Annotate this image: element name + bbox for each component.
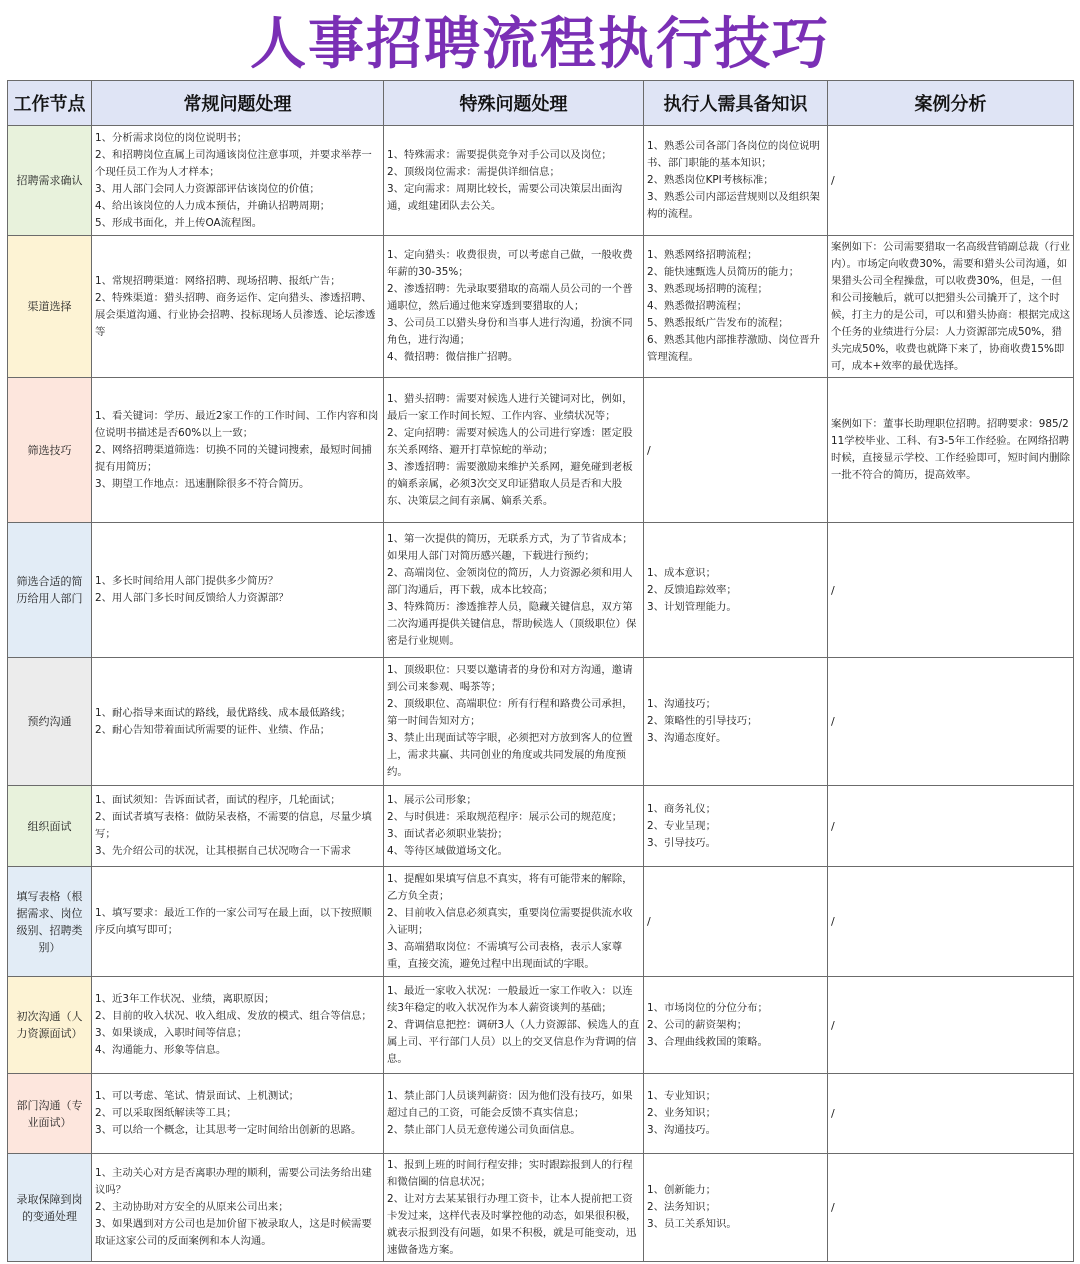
list-item: 2、反馈追踪效率； — [647, 583, 737, 596]
regular-cell — [92, 236, 384, 378]
list-item: 3、先介绍公司的状况，让其根据自己状况吻合一下需求 — [95, 845, 351, 857]
list-item: 1、看关键词：学历、最近2家工作的工作时间、工作内容和岗位说明书描述是否60%以上一致； — [95, 409, 379, 439]
list-item: 5、熟悉报纸广告发布的流程； — [647, 317, 789, 329]
list-item: 2、与时俱进：采取规范程序：展示公司的规范度； — [387, 811, 623, 823]
case-text: / — [831, 1107, 835, 1120]
special-cell — [384, 786, 644, 867]
header-regular: 常规问题处理 — [92, 81, 384, 126]
list-item: 3、期望工作地点：迅速删除很多不符合简历。 — [95, 477, 310, 490]
list-item: 1、报到上班的时间行程安排；实时跟踪报到人的行程和微信圈的信息状况； — [387, 1158, 633, 1188]
list-item: 2、法务知识； — [647, 1201, 716, 1213]
list-item: 2、禁止部门人员无意传递公司负面信息。 — [387, 1124, 581, 1136]
list-item: 1、主动关心对方是否离职办理的顺利，需要公司法务给出建议吗？ — [95, 1167, 372, 1196]
regular-cell — [92, 378, 384, 523]
list-item: 3、引导技巧。 — [647, 836, 716, 849]
list-item: 2、渗透招聘：先录取要猎取的高端人员公司的一个普通职位，然后通过他来穿透到要猎取的人； — [387, 283, 633, 312]
list-item: 3、合理曲线救国的策略。 — [647, 1035, 768, 1048]
list-item: 1、展示公司形象； — [387, 794, 477, 806]
list-item: 3、可以给一个概念，让其思考一定时间给出创新的思路。 — [95, 1124, 362, 1136]
list-item: 6、熟悉其他内部推荐激励、岗位晋升管理流程。 — [647, 334, 820, 363]
work-node-cell: 招聘需求确认 — [8, 126, 92, 236]
list-item: 2、定向招聘：需要对候选人的公司进行穿透：匿定股东关系网络、避开打草惊蛇的举动； — [387, 426, 633, 456]
list-item: 1、面试须知：告诉面试者，面试的程序，几轮面试； — [95, 794, 341, 806]
regular-cell — [92, 867, 384, 977]
case-text: 案例如下：公司需要猎取一名高级营销副总裁（行业内）。市场定向收费30%，需要和猎头公司沟通，如果猎头公司全程操盘，可以收费30%，但是，一但和公司接触后，就可以把猎头公司撬开了，这个时候，打主力的是公司，可以和猎头协商：根据完成这个任务的业绩进行分层：人力资源部完成50%，猎头完成50%，收费也就降下来了，协商收费15%即可，成本+效率的最优选择。 — [831, 240, 1070, 372]
special-cell — [384, 126, 644, 236]
knowledge-cell — [644, 867, 828, 977]
table-body — [8, 126, 1074, 1262]
list-item: 5、形成书面化，并上传OA流程图。 — [95, 216, 263, 229]
table-row — [8, 236, 1074, 378]
regular-cell — [92, 523, 384, 658]
list-item: 2、和招聘岗位直属上司沟通该岗位注意事项，并要求举荐一个现任员工作为人才样本； — [95, 148, 372, 178]
page-title: 人事招聘流程执行技巧 — [250, 12, 830, 77]
knowledge-cell — [644, 1074, 828, 1154]
list-item: 1、多长时间给用人部门提供多少简历？ — [95, 575, 279, 587]
list-item: 3、特殊简历：渗透推荐人员，隐藏关键信息，双方第二次沟通再提供关键信息，帮助候选人（顶级职位）保密是行业规则。 — [387, 600, 637, 647]
list-item: 2、可以采取图纸解读等工具； — [95, 1107, 237, 1119]
header-special: 特殊问题处理 — [384, 81, 644, 126]
table-row — [8, 658, 1074, 786]
list-item: 1、顶级职位：只要以邀请者的身份和对方沟通，邀请到公司来参观、喝茶等； — [387, 664, 633, 693]
list-item: 2、背调信息把控：调研3人（人力资源部、候选人的直属上司、平行部门人员）以上的交叉信息作为背调的信息。 — [387, 1018, 640, 1065]
work-node-cell: 预约沟通 — [8, 658, 92, 786]
list-item: 4、等待区域做道场文化。 — [387, 845, 508, 857]
table-row — [8, 523, 1074, 658]
table-row — [8, 786, 1074, 867]
case-text: / — [831, 583, 835, 597]
list-item: 2、熟悉岗位KPI考核标准； — [647, 174, 774, 186]
list-item: 1、提醒如果填写信息不真实，将有可能带来的解除，乙方负全责； — [387, 872, 633, 902]
list-item: 2、业务知识； — [647, 1107, 716, 1119]
case-text: 案例如下：董事长助理职位招聘。招聘要求：985/211学校毕业、工科、有3-5年工作经验。在网络招聘时候，直接显示学校、工作经验即可，短时间内删除一批不符合的简历，提高效率。 — [831, 418, 1070, 481]
special-cell — [384, 378, 644, 523]
knowledge-cell — [644, 977, 828, 1074]
table-row — [8, 867, 1074, 977]
regular-cell — [92, 977, 384, 1074]
regular-cell — [92, 126, 384, 236]
list-item: 1、特殊需求：需要提供竞争对手公司以及岗位； — [387, 148, 612, 161]
case-text: / — [831, 715, 835, 728]
knowledge-cell — [644, 658, 828, 786]
list-item: 2、耐心告知带着面试所需要的证件、业绩、作品； — [95, 723, 331, 736]
work-node-cell: 录取保障到岗的变通处理 — [8, 1154, 92, 1262]
special-cell — [384, 867, 644, 977]
case-text: / — [831, 1201, 835, 1214]
list-item: 2、顶级岗位需求：需提供详细信息； — [387, 165, 560, 178]
case-text: / — [831, 819, 835, 833]
list-item: 3、禁止出现面试等字眼，必须把对方放到客人的位置上，需求共赢、共同创业的角度或共同发展的角度预约。 — [387, 732, 633, 778]
work-node-cell: 渠道选择 — [8, 236, 92, 378]
case-cell — [828, 236, 1074, 378]
special-cell — [384, 1074, 644, 1154]
list-item: 4、熟悉微招聘流程； — [647, 300, 748, 312]
list-item: 3、如果谈成，入职时间等信息； — [95, 1027, 248, 1039]
special-cell — [384, 977, 644, 1074]
list-item: 2、专业呈现； — [647, 819, 716, 832]
list-item: 2、顶级职位、高端职位：所有行程和路费公司承担，第一时间告知对方； — [387, 698, 633, 727]
knowledge-cell — [644, 523, 828, 658]
list-item: 1、沟通技巧； — [647, 698, 716, 710]
case-text: / — [831, 174, 835, 187]
case-cell — [828, 378, 1074, 523]
work-node-cell: 组织面试 — [8, 786, 92, 867]
special-cell — [384, 658, 644, 786]
list-item: 2、特殊渠道：猎头招聘、商务运作、定向猎头、渗透招聘、展会渠道沟通、行业协会招聘、投标现场人员渗透、论坛渗透等 — [95, 291, 376, 338]
list-item: 1、市场岗位的分位分布； — [647, 1001, 768, 1014]
case-cell — [828, 1154, 1074, 1262]
list-item: 4、微招聘：微信推广招聘。 — [387, 351, 519, 363]
work-node-cell: 筛选技巧 — [8, 378, 92, 523]
list-item: 1、熟悉公司各部门各岗位的岗位说明书、部门职能的基本知识； — [647, 140, 820, 169]
header-node: 工作节点 — [8, 81, 92, 126]
special-cell — [384, 523, 644, 658]
work-node-cell: 填写表格（根据需求、岗位级别、招聘类别） — [8, 867, 92, 977]
list-item: 3、计划管理能力。 — [647, 600, 737, 613]
list-item: 3、熟悉现场招聘的流程； — [647, 283, 768, 295]
list-item: 1、定向猎头：收费很贵，可以考虑自己做，一般收费年薪的30-35%； — [387, 249, 633, 278]
header-knowledge: 执行人需具备知识 — [644, 81, 828, 126]
case-cell — [828, 977, 1074, 1074]
table-row — [8, 126, 1074, 236]
special-cell — [384, 1154, 644, 1262]
list-item: 3、员工关系知识。 — [647, 1218, 737, 1230]
list-item: 4、给出该岗位的人力成本预估，并确认招聘周期； — [95, 199, 331, 212]
list-item: 1、近3年工作状况、业绩，离职原因； — [95, 993, 275, 1005]
regular-cell — [92, 786, 384, 867]
table-row — [8, 378, 1074, 523]
knowledge-cell — [644, 378, 828, 523]
list-item: 2、网络招聘渠道筛选：切换不同的关键词搜索，最短时间捕捉有用简历； — [95, 443, 372, 473]
list-item: 1、耐心指导来面试的路线，最优路线、成本最低路线； — [95, 706, 351, 719]
work-node-cell: 筛选合适的简历给用人部门 — [8, 523, 92, 658]
work-node-cell: 部门沟通（专业面试） — [8, 1074, 92, 1154]
list-item: 3、用人部门会同人力资源部评估该岗位的价值； — [95, 182, 320, 195]
list-item: 2、目前收入信息必须真实，重要岗位需要提供流水收入证明； — [387, 906, 633, 936]
list-item: 2、让对方去某某银行办理工资卡，让本人提前把工资卡发过来，这样代表及时掌控他的动态，如果很积极，就表示报到没有问题，如果不积极，就是可能变动，迅速做备选方案。 — [387, 1192, 637, 1256]
list-item: 3、面试者必须职业装扮； — [387, 828, 508, 840]
list-item: 1、分析需求岗位的岗位说明书； — [95, 131, 248, 144]
list-item: 3、沟通态度好。 — [647, 732, 727, 744]
list-item: 1、专业知识； — [647, 1090, 716, 1102]
case-cell — [828, 523, 1074, 658]
case-cell — [828, 786, 1074, 867]
table-row — [8, 977, 1074, 1074]
list-item: 1、熟悉网络招聘流程； — [647, 249, 758, 261]
list-item: 2、公司的薪资架构； — [647, 1018, 748, 1031]
list-item: 1、创新能力； — [647, 1184, 716, 1196]
case-cell — [828, 658, 1074, 786]
list-item: 2、目前的收入状况、收入组成、发放的模式、组合等信息； — [95, 1010, 372, 1022]
list-item: 1、成本意识； — [647, 566, 716, 579]
list-item: 3、公司员工以猎头身份和当事人进行沟通，扮演不同角色，进行沟通； — [387, 317, 633, 346]
list-item: 2、面试者填写表格：做防呆表格，不需要的信息，尽量少填写； — [95, 811, 372, 840]
list-item: 1、商务礼仪； — [647, 802, 716, 815]
case-text: / — [831, 915, 835, 928]
work-node-cell: 初次沟通（人力资源面试） — [8, 977, 92, 1074]
list-item: 2、高端岗位、金领岗位的简历，人力资源必须和用人部门沟通后，再下载，成本比较高； — [387, 566, 633, 596]
list-item: / — [647, 443, 651, 457]
regular-cell — [92, 1154, 384, 1262]
list-item: 3、定向需求：周期比较长，需要公司决策层出面沟通，或组建团队去公关。 — [387, 182, 623, 212]
knowledge-cell — [644, 126, 828, 236]
list-item: 3、渗透招聘：需要激励来维护关系网，避免碰到老板的嫡系亲属，必须3次交叉印证猎取人员是否和大股东、决策层之间有亲属、嫡系关系。 — [387, 460, 633, 507]
case-cell — [828, 867, 1074, 977]
list-item: 3、熟悉公司内部运营规则以及组织架构的流程。 — [647, 191, 820, 220]
list-item: 2、主动协助对方安全的从原来公司出来； — [95, 1201, 289, 1213]
list-item: 1、可以考虑、笔试、情景面试、上机测试； — [95, 1090, 300, 1102]
knowledge-cell — [644, 236, 828, 378]
recruitment-table — [7, 80, 1074, 1262]
list-item: 1、禁止部门人员谈判薪资：因为他们没有技巧，如果超过自己的工资，可能会反馈不真实信息； — [387, 1090, 633, 1119]
regular-cell — [92, 658, 384, 786]
list-item: 1、最近一家收入状况：一般最近一家工作收入：以连续3年稳定的收入状况作为本人薪资谈判的基础； — [387, 984, 633, 1014]
case-text: / — [831, 1018, 835, 1032]
list-item: 2、能快速甄选人员简历的能力； — [647, 266, 800, 278]
knowledge-cell — [644, 786, 828, 867]
table-row — [8, 1154, 1074, 1262]
list-item: 1、猎头招聘：需要对候选人进行关键词对比，例如，最后一家工作时间长短、工作内容、业绩状况等； — [387, 392, 633, 422]
list-item: 1、填写要求：最近工作的一家公司写在最上面，以下按照顺序反向填写即可； — [95, 906, 372, 936]
list-item: 1、常规招聘渠道：网络招聘、现场招聘、报纸广告； — [95, 274, 341, 287]
header-case: 案例分析 — [828, 81, 1074, 126]
knowledge-cell — [644, 1154, 828, 1262]
table-row — [8, 1074, 1074, 1154]
special-cell — [384, 236, 644, 378]
list-item: 1、第一次提供的简历，无联系方式，为了节省成本；如果用人部门对简历感兴趣，下载进行预约； — [387, 532, 633, 562]
table-header-row — [8, 81, 1074, 126]
regular-cell — [92, 1074, 384, 1154]
list-item: 3、高端猎取岗位：不需填写公司表格，表示人家尊重，直接交流，避免过程中出现面试的字眼。 — [387, 940, 623, 970]
list-item: 3、沟通技巧。 — [647, 1124, 716, 1136]
list-item: 2、策略性的引导技巧； — [647, 715, 758, 727]
case-cell — [828, 1074, 1074, 1154]
list-item: / — [647, 915, 651, 928]
list-item: 2、用人部门多长时间反馈给人力资源部？ — [95, 592, 289, 604]
list-item: 3、如果遇到对方公司也是加价留下被录取人，这是时候需要取证这家公司的反面案例和本人沟通。 — [95, 1218, 372, 1247]
case-cell — [828, 126, 1074, 236]
list-item: 4、沟通能力、形象等信息。 — [95, 1044, 227, 1056]
